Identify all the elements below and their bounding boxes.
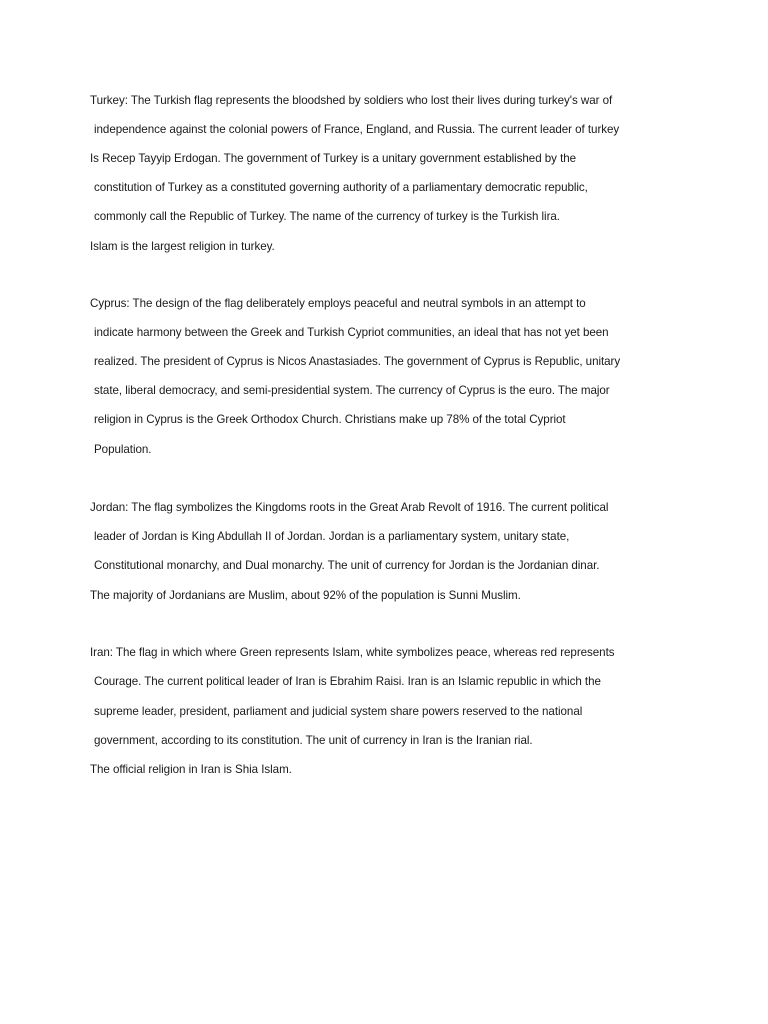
turkey-line-1: Turkey: The Turkish flag represents the bloodshed by soldiers who lost their lives during turkey's war of	[90, 94, 613, 107]
turkey-line-2: independence against the colonial powers of France, England, and Russia. The current leader of turkey	[94, 123, 620, 136]
iran-line-4: government, according to its constitution. The unit of currency in Iran is the Iranian rial.	[94, 734, 533, 747]
cyprus-line-5: religion in Cyprus is the Greek Orthodox Church. Christians make up 78% of the total Cypriot	[94, 413, 566, 426]
iran-line-1: Iran: The flag in which where Green represents Islam, white symbolizes peace, whereas red represents	[90, 646, 615, 659]
cyprus-line-1: Cyprus: The design of the flag deliberately employs peaceful and neutral symbols in an attempt to	[90, 297, 586, 310]
jordan-line-2: leader of Jordan is King Abdullah II of Jordan. Jordan is a parliamentary system, unitary state,	[94, 530, 570, 543]
iran-line-5: The official religion in Iran is Shia Islam.	[90, 763, 292, 776]
cyprus-line-6: Population.	[94, 443, 152, 456]
iran-line-3: supreme leader, president, parliament and judicial system share powers reserved to the national	[94, 705, 583, 718]
turkey-line-4: constitution of Turkey as a constituted governing authority of a parliamentary democratic republic,	[94, 181, 588, 194]
cyprus-line-2: indicate harmony between the Greek and Turkish Cypriot communities, an ideal that has not yet been	[94, 326, 609, 339]
turkey-line-5: commonly call the Republic of Turkey. The name of the currency of turkey is the Turkish lira.	[94, 210, 560, 223]
turkey-line-3: Is Recep Tayyip Erdogan. The government of Turkey is a unitary government established by the	[90, 152, 577, 165]
cyprus-line-3: realized. The president of Cyprus is Nicos Anastasiades. The government of Cyprus is Republic, unitary	[94, 355, 621, 368]
cyprus-line-4: state, liberal democracy, and semi-presidential system. The currency of Cyprus is the euro. The major	[94, 384, 610, 397]
iran-line-2: Courage. The current political leader of Iran is Ebrahim Raisi. Iran is an Islamic republic in which the	[94, 675, 601, 688]
jordan-line-3: Constitutional monarchy, and Dual monarchy. The unit of currency for Jordan is the Jordanian dinar.	[94, 559, 600, 572]
turkey-line-6: Islam is the largest religion in turkey.	[90, 240, 275, 253]
jordan-line-4: The majority of Jordanians are Muslim, about 92% of the population is Sunni Muslim.	[90, 589, 521, 602]
jordan-line-1: Jordan: The flag symbolizes the Kingdoms roots in the Great Arab Revolt of 1916. The current political	[90, 501, 609, 514]
